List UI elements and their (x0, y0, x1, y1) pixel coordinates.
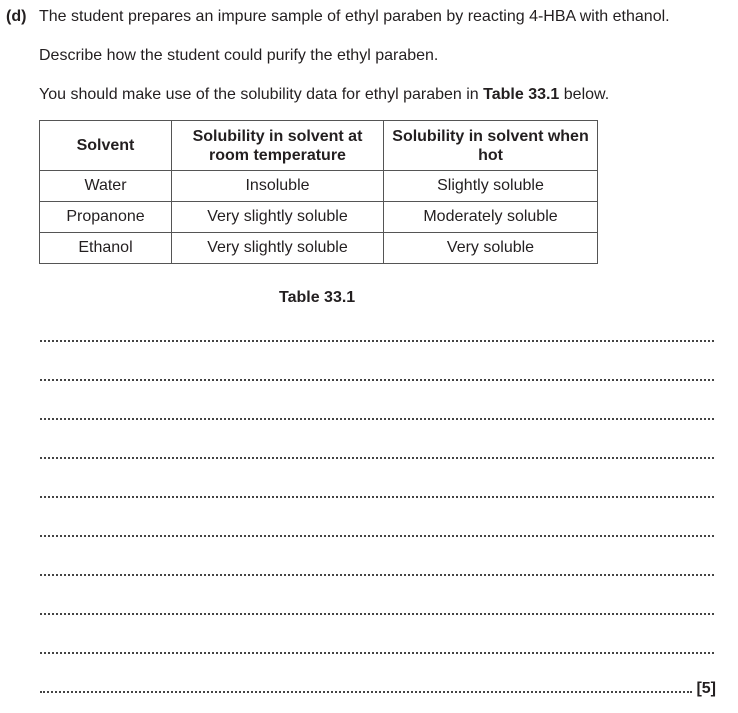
hint-prefix: You should make use of the solubility data for ethyl paraben in (39, 86, 484, 103)
answer-line[interactable] (40, 535, 714, 537)
table-caption: Table 33.1 (279, 289, 356, 306)
answer-line[interactable] (40, 691, 692, 693)
table-cell: Ethanol (40, 233, 172, 264)
header-solvent: Solvent (40, 121, 172, 171)
table-cell: Very slightly soluble (172, 233, 384, 264)
question-part-label: (d) (6, 8, 27, 25)
header-hot: Solubility in solvent when hot (384, 121, 598, 171)
answer-line[interactable] (40, 652, 714, 654)
marks-label: [5] (696, 680, 716, 697)
table-cell: Propanone (40, 202, 172, 233)
hint-table-ref: Table 33.1 (483, 86, 560, 103)
answer-line[interactable] (40, 613, 714, 615)
table-cell: Very slightly soluble (172, 202, 384, 233)
answer-line[interactable] (40, 379, 714, 381)
answer-line[interactable] (40, 340, 714, 342)
table-cell: Insoluble (172, 171, 384, 202)
question-stem: The student prepares an impure sample of ethyl paraben by reacting 4-HBA with ethanol. (39, 8, 670, 25)
question-hint (39, 86, 609, 104)
solubility-table (39, 120, 598, 264)
table-cell: Slightly soluble (384, 171, 598, 202)
header-room-temp: Solubility in solvent at room temperature (172, 121, 384, 171)
table-cell: Very soluble (384, 233, 598, 264)
answer-line[interactable] (40, 574, 714, 576)
question-instruction: Describe how the student could purify the ethyl paraben. (39, 47, 439, 64)
answer-line[interactable] (40, 457, 714, 459)
table-row (40, 202, 598, 233)
table-row (40, 171, 598, 202)
table-header-row (40, 121, 598, 171)
hint-suffix: below. (559, 86, 610, 103)
table-cell: Water (40, 171, 172, 202)
answer-line[interactable] (40, 496, 714, 498)
answer-line[interactable] (40, 418, 714, 420)
table-row (40, 233, 598, 264)
table-cell: Moderately soluble (384, 202, 598, 233)
